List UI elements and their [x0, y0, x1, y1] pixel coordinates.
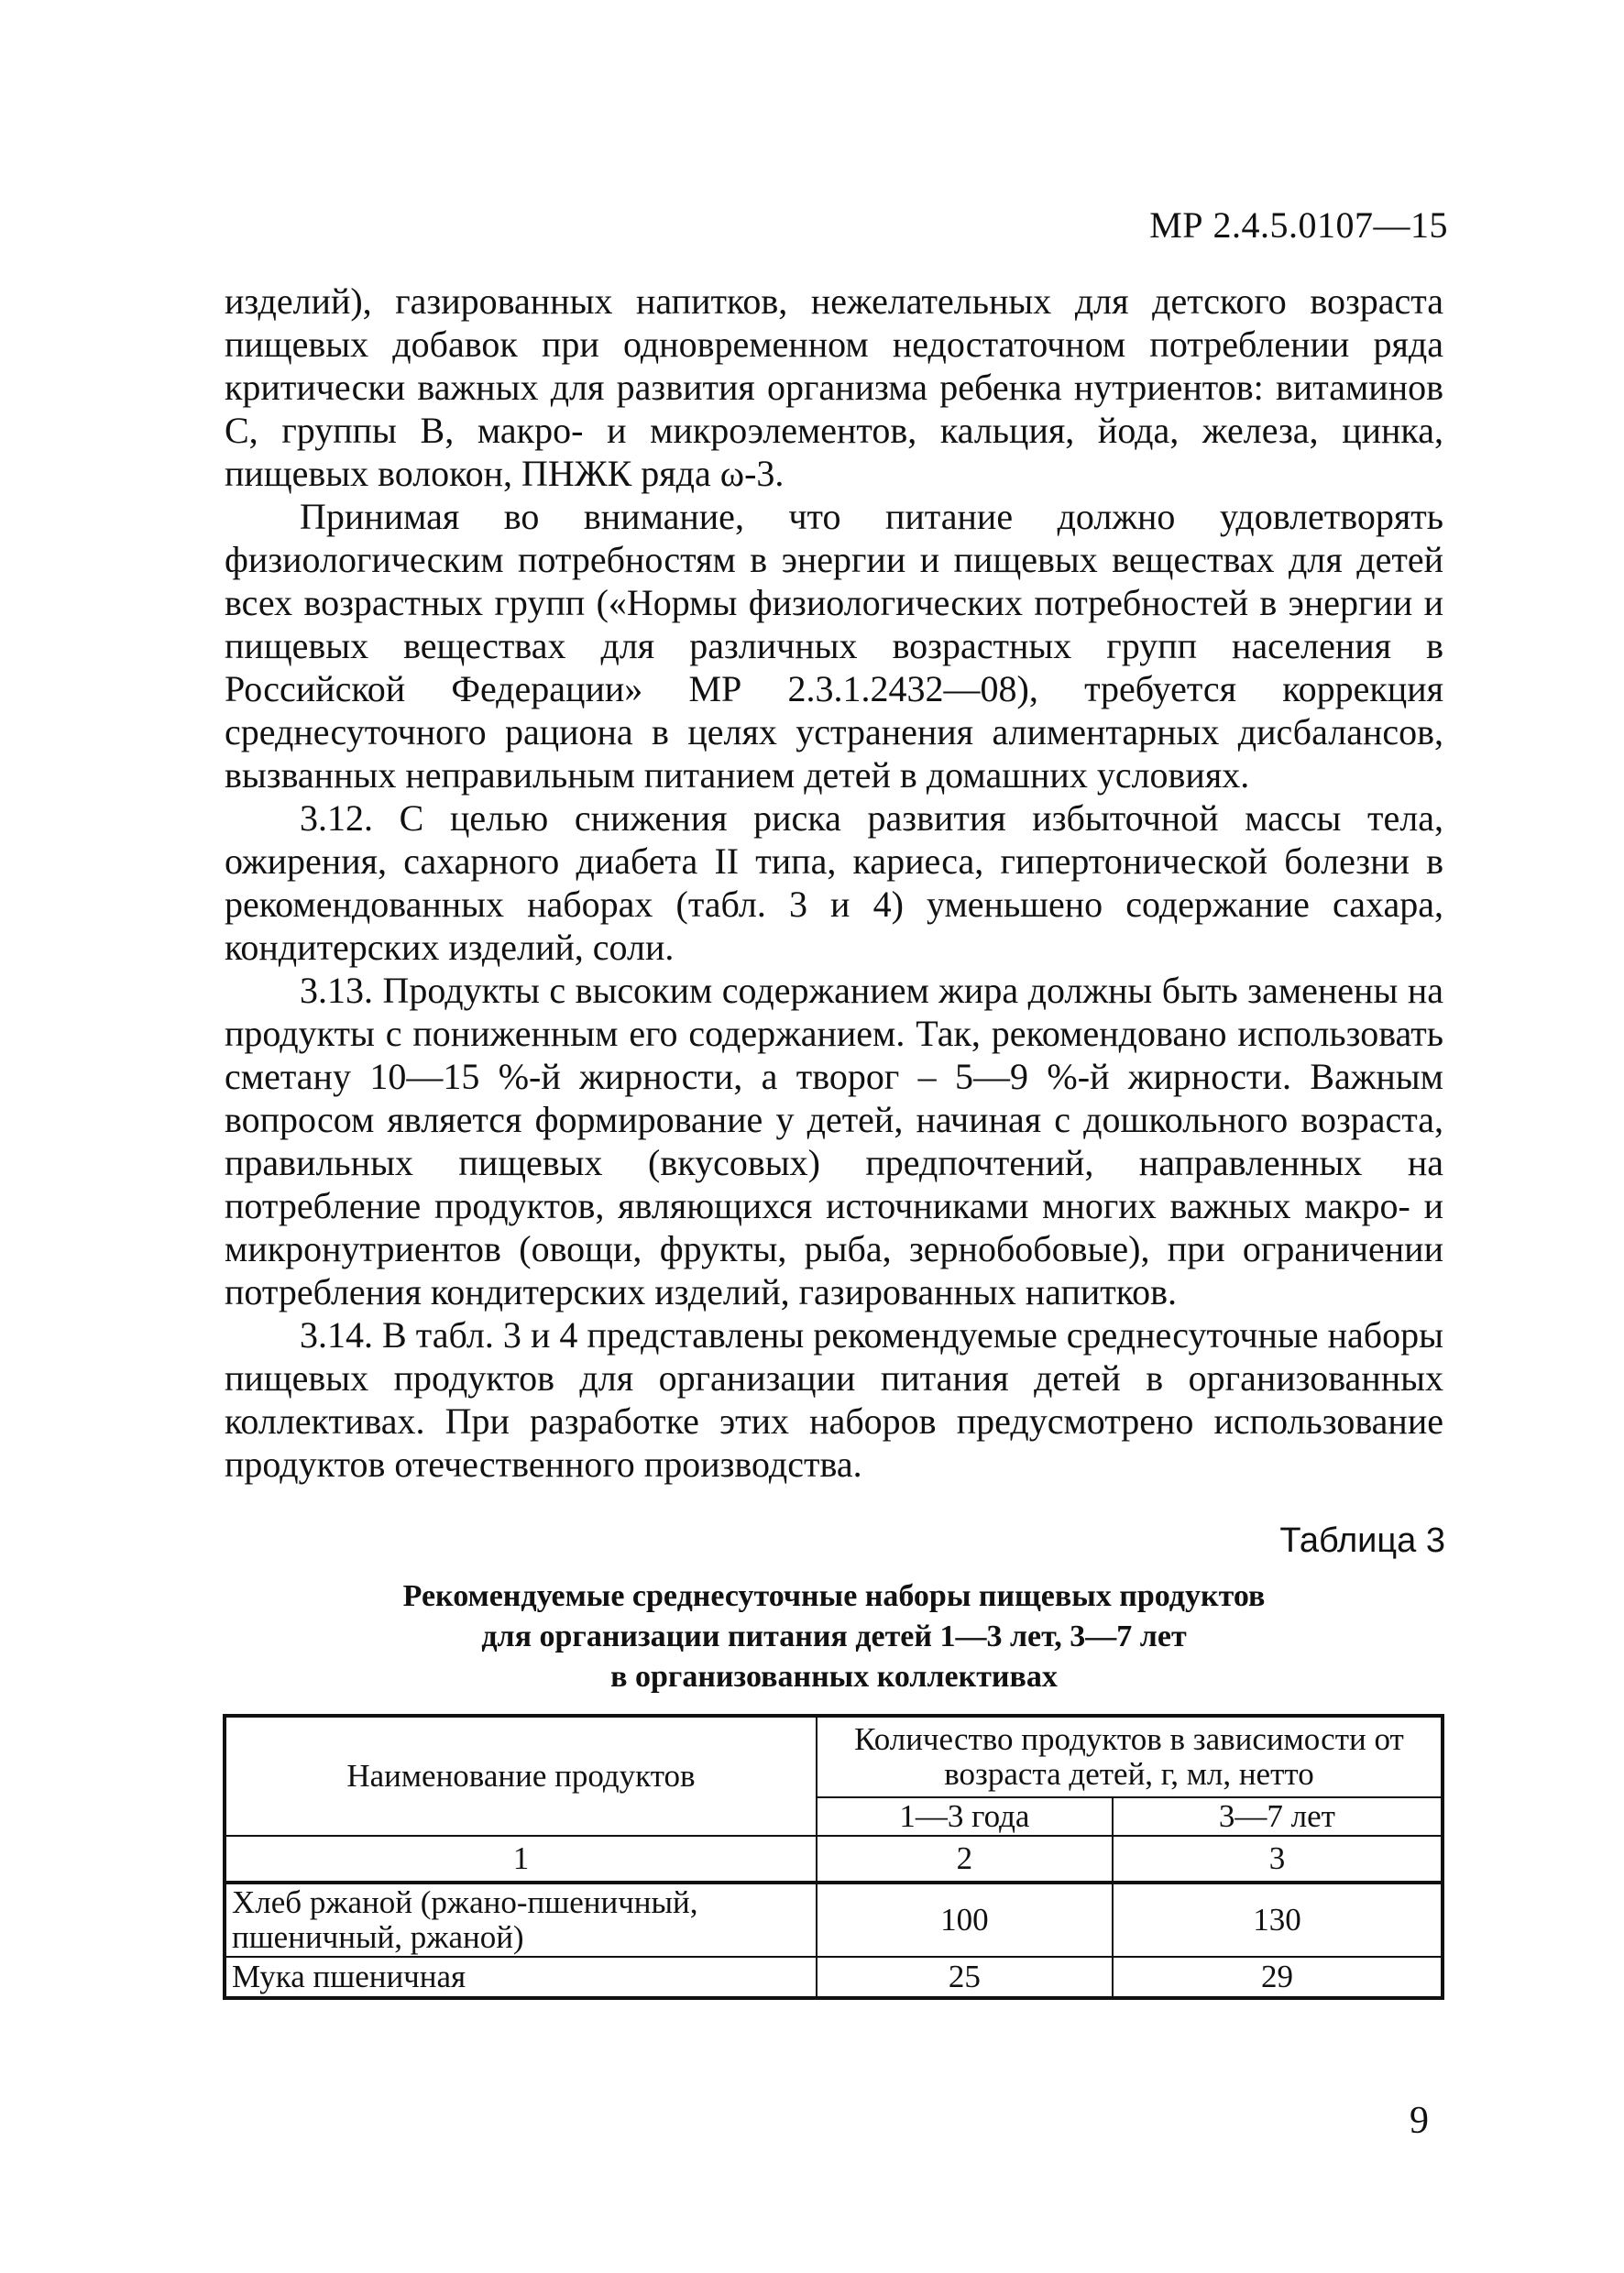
table-row: [225, 1957, 1443, 1998]
product-name: Мука пшеничная: [225, 1957, 817, 1998]
body-text: [225, 280, 1443, 1486]
column-number: 3: [1113, 1836, 1443, 1883]
food-norms-table: [223, 1714, 1444, 2000]
paragraph-3-12: 3.12. С целью снижения риска развития избыточной массы тела, ожирения, сахарного диабета II типа, кариеса, гипертонической болезни в рекомендованных наборах (табл. 3 и 4) уменьшено содержание сахара, кондитерских изделий, соли.: [225, 797, 1443, 968]
product-name: Хлеб ржаной (ржано-пшеничный, пшеничный, ржаной): [225, 1883, 817, 1957]
column-number: 1: [225, 1836, 817, 1883]
column-number-row: [225, 1836, 1443, 1883]
header-age-1-3: 1—3 года: [817, 1797, 1113, 1836]
table-header-row: [225, 1716, 1443, 1797]
amount-3-7: 130: [1113, 1883, 1443, 1957]
page-number: 9: [1410, 2100, 1429, 2142]
table-title-line: для организации питания детей 1—3 лет, 3—7 лет: [481, 1620, 1187, 1653]
table-title: [225, 1576, 1443, 1697]
paragraph: изделий), газированных напитков, нежелательных для детского возраста пищевых добавок при одновременном недостаточном потреблении ряда критически важных для развития организма ребенка нутриентов: витаминов С, группы В, макро- и микроэлементов, кальция, йода, железа, цинка, пищевых волокон, ПНЖК ряда ω-3.: [225, 280, 1443, 494]
document-code: МР 2.4.5.0107—15: [1149, 204, 1448, 246]
amount-1-3: 25: [817, 1957, 1113, 1998]
paragraph-3-14: 3.14. В табл. 3 и 4 представлены рекомендуемые среднесуточные наборы пищевых продуктов для организации питания детей в организованных коллективах. При разработке этих наборов предусмотрено использование продуктов отечественного производства.: [225, 1314, 1443, 1485]
amount-3-7: 29: [1113, 1957, 1443, 1998]
header-age-3-7: 3—7 лет: [1113, 1797, 1443, 1836]
table-row: [225, 1883, 1443, 1957]
amount-1-3: 100: [817, 1883, 1113, 1957]
header-product-name: Наименование продуктов: [225, 1716, 817, 1836]
table-title-line: в организованных коллективах: [610, 1660, 1058, 1694]
table-label: Таблица 3: [1279, 1521, 1445, 1560]
header-quantity-group: Количество продуктов в зависимости от возраста детей, г, мл, нетто: [817, 1716, 1443, 1797]
column-number: 2: [817, 1836, 1113, 1883]
table-title-line: Рекомендуемые среднесуточные наборы пищевых продуктов: [402, 1579, 1266, 1613]
paragraph-3-13: 3.13. Продукты с высоким содержанием жира должны быть заменены на продукты с пониженным его содержанием. Так, рекомендовано использовать сметану 10—15 %-й жирности, а творог – 5—9 %-й жирности. Важным вопросом является формирование у детей, начиная с дошкольного возраста, правильных пищевых (вкусовых) предпочтений, направленных на потребление продуктов, являющихся источниками многих важных макро- и микронутриентов (овощи, фрукты, рыба, зернобобовые), при ограничении потребления кондитерских изделий, газированных напитков.: [225, 970, 1443, 1312]
paragraph: Принимая во внимание, что питание должно удовлетворять физиологическим потребностям в энергии и пищевых веществах для детей всех возрастных групп («Нормы физиологических потребностей в энергии и пищевых веществах для различных возрастных групп населения в Российской Федерации» МР 2.3.1.2432—08), требуется коррекция среднесуточного рациона в целях устранения алиментарных дисбалансов, вызванных неправильным питанием детей в домашних условиях.: [225, 496, 1443, 796]
